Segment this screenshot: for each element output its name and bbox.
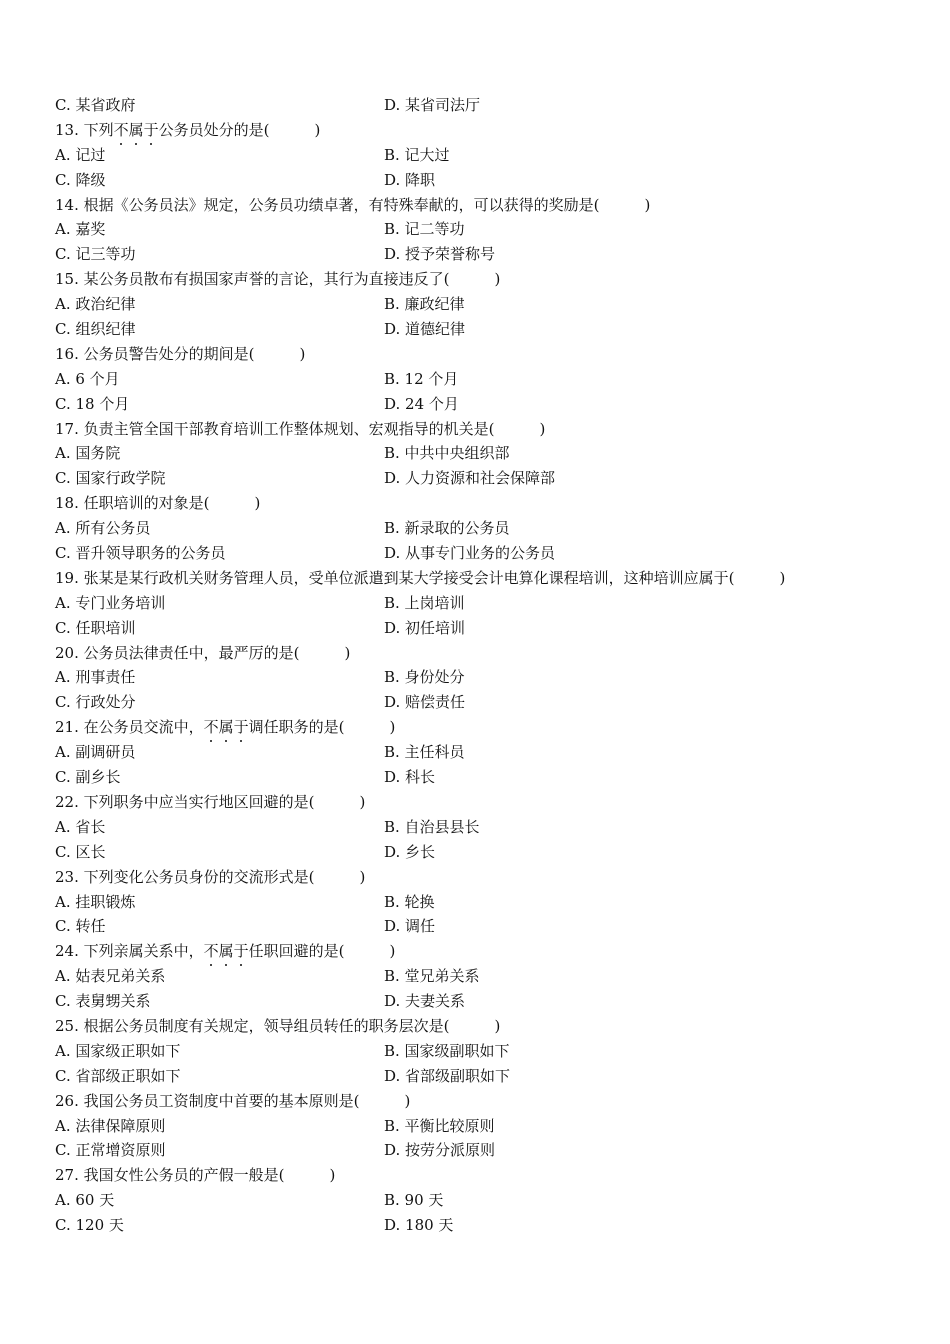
question-text: 14. 根据《公务员法》规定，公务员功绩卓著，有特殊奉献的，可以获得的奖励是( ) bbox=[55, 195, 651, 214]
question-stem bbox=[55, 118, 915, 143]
option-right: D. 从事专门业务的公务员 bbox=[384, 544, 556, 563]
question-text: 22. 下列职务中应当实行地区回避的是( ) bbox=[55, 792, 366, 811]
option-row bbox=[55, 616, 915, 641]
emphasis-char: 于 bbox=[234, 715, 249, 740]
option-right: D. 按劳分派原则 bbox=[384, 1141, 496, 1160]
emphasis-char: 属 bbox=[219, 939, 234, 964]
option-left: A. 国家级正职如下 bbox=[55, 1041, 181, 1060]
emphasis-char: 于 bbox=[234, 939, 249, 964]
option-right: B. 记大过 bbox=[384, 145, 450, 164]
option-left: A. 副调研员 bbox=[55, 743, 136, 762]
question-stem bbox=[55, 491, 915, 516]
option-left: A. 政治纪律 bbox=[55, 295, 136, 314]
emphasis-text bbox=[204, 942, 249, 960]
option-left: A. 6 个月 bbox=[55, 369, 120, 388]
option-right: B. 上岗培训 bbox=[384, 593, 465, 612]
option-right: B. 12 个月 bbox=[384, 369, 459, 388]
option-left: C. 降级 bbox=[55, 170, 106, 189]
option-row bbox=[55, 317, 915, 342]
option-row bbox=[55, 1064, 915, 1089]
question-stem bbox=[55, 267, 915, 292]
option-left: A. 国务院 bbox=[55, 444, 121, 463]
option-right: D. 夫妻关系 bbox=[384, 992, 466, 1011]
option-left: C. 行政处分 bbox=[55, 693, 136, 712]
option-right: B. 90 天 bbox=[384, 1191, 444, 1210]
emphasis-text bbox=[204, 718, 249, 736]
option-left: C. 区长 bbox=[55, 842, 106, 861]
option-left: C. 记三等功 bbox=[55, 245, 136, 264]
question-text: 17. 负责主管全国干部教育培训工作整体规划、宏观指导的机关是( ) bbox=[55, 419, 546, 438]
option-left: C. 省部级正职如下 bbox=[55, 1066, 181, 1085]
emphasis-char: 于 bbox=[144, 118, 159, 143]
question-stem bbox=[55, 865, 915, 890]
option-row bbox=[55, 1039, 915, 1064]
option-row bbox=[55, 143, 915, 168]
option-right: B. 轮换 bbox=[384, 892, 435, 911]
question-text: 25. 根据公务员制度有关规定，领导组员转任的职务层次是( ) bbox=[55, 1016, 501, 1035]
question-list bbox=[55, 93, 915, 1238]
option-right: B. 新录取的公务员 bbox=[384, 519, 510, 538]
option-right: B. 平衡比较原则 bbox=[384, 1116, 495, 1135]
option-left: A. 法律保障原则 bbox=[55, 1116, 166, 1135]
option-left: C. 某省政府 bbox=[55, 96, 136, 114]
question-text: 20. 公务员法律责任中，最严厉的是( ) bbox=[55, 643, 351, 662]
emphasis-char: 不 bbox=[204, 939, 219, 964]
emphasis-char: 不 bbox=[114, 118, 129, 143]
option-left: C. 120 天 bbox=[55, 1216, 124, 1235]
option-row bbox=[55, 1188, 915, 1213]
question-stem bbox=[55, 715, 915, 740]
option-row bbox=[55, 392, 915, 417]
option-left: A. 挂职锻炼 bbox=[55, 892, 136, 911]
option-left: A. 所有公务员 bbox=[55, 519, 151, 538]
emphasis-text bbox=[114, 121, 159, 139]
option-left: A. 专门业务培训 bbox=[55, 593, 166, 612]
option-left: A. 嘉奖 bbox=[55, 220, 106, 239]
question-text-tail: 公务员处分的是( ) bbox=[158, 120, 321, 139]
option-right: B. 主任科员 bbox=[384, 743, 465, 762]
option-right: D. 人力资源和社会保障部 bbox=[384, 469, 556, 488]
option-row bbox=[55, 516, 915, 541]
question-stem bbox=[55, 342, 915, 367]
option-row bbox=[55, 441, 915, 466]
option-row bbox=[55, 964, 915, 989]
question-text: 16. 公务员警告处分的期间是( ) bbox=[55, 344, 306, 363]
emphasis-char: 属 bbox=[219, 715, 234, 740]
option-right: B. 中共中央组织部 bbox=[384, 444, 510, 463]
emphasis-char: 属 bbox=[129, 118, 144, 143]
option-row bbox=[55, 740, 915, 765]
option-row bbox=[55, 765, 915, 790]
option-row bbox=[55, 1138, 915, 1163]
option-right: B. 记二等功 bbox=[384, 220, 465, 239]
question-stem bbox=[55, 641, 915, 666]
option-row bbox=[55, 217, 915, 242]
option-left: A. 记过 bbox=[55, 145, 106, 164]
question-text: 18. 任职培训的对象是( ) bbox=[55, 494, 261, 513]
option-right: B. 堂兄弟关系 bbox=[384, 967, 480, 986]
option-row bbox=[55, 466, 915, 491]
question-stem bbox=[55, 417, 915, 442]
option-right: D. 省部级副职如下 bbox=[384, 1066, 511, 1085]
question-text: 19. 张某是某行政机关财务管理人员，受单位派遣到某大学接受会计电算化课程培训，这种培训应属于( ) bbox=[55, 568, 786, 587]
option-left: C. 晋升领导职务的公务员 bbox=[55, 544, 226, 563]
option-row bbox=[55, 168, 915, 193]
option-row bbox=[55, 591, 915, 616]
option-row bbox=[55, 989, 915, 1014]
option-right: B. 国家级副职如下 bbox=[384, 1041, 510, 1060]
option-row bbox=[55, 890, 915, 915]
option-left: C. 组织纪律 bbox=[55, 320, 136, 339]
question-text-tail: 调任职务的是( ) bbox=[248, 718, 396, 737]
option-right: D. 授予荣誉称号 bbox=[384, 245, 496, 264]
question-text: 24. 下列亲属关系中， bbox=[55, 942, 204, 961]
question-stem bbox=[55, 193, 915, 218]
option-right: D. 乡长 bbox=[384, 842, 436, 861]
option-right: D. 科长 bbox=[384, 768, 436, 787]
option-row bbox=[55, 690, 915, 715]
question-stem bbox=[55, 790, 915, 815]
question-text: 26. 我国公务员工资制度中首要的基本原则是( ) bbox=[55, 1091, 411, 1110]
option-row bbox=[55, 367, 915, 392]
option-row bbox=[55, 815, 915, 840]
option-row bbox=[55, 1213, 915, 1238]
option-right: B. 廉政纪律 bbox=[384, 295, 465, 314]
question-text-tail: 任职回避的是( ) bbox=[248, 942, 396, 961]
question-text: 15. 某公务员散布有损国家声誉的言论，其行为直接违反了( ) bbox=[55, 270, 501, 289]
option-left: C. 表舅甥关系 bbox=[55, 992, 151, 1011]
option-left: C. 转任 bbox=[55, 917, 106, 936]
question-stem bbox=[55, 939, 915, 964]
option-right: B. 自治县县长 bbox=[384, 817, 480, 836]
option-right: D. 降职 bbox=[384, 170, 436, 189]
question-stem bbox=[55, 566, 915, 591]
option-right: B. 身份处分 bbox=[384, 668, 465, 687]
option-left: A. 60 天 bbox=[55, 1191, 115, 1210]
question-text: 13. 下列 bbox=[55, 120, 114, 139]
option-right: D. 道德纪律 bbox=[384, 320, 466, 339]
option-row bbox=[55, 665, 915, 690]
question-text: 27. 我国女性公务员的产假一般是( ) bbox=[55, 1166, 336, 1185]
option-right: D. 24 个月 bbox=[384, 394, 459, 413]
option-left: C. 18 个月 bbox=[55, 394, 130, 413]
option-row bbox=[55, 840, 915, 865]
option-left: C. 任职培训 bbox=[55, 618, 136, 637]
option-left: C. 正常增资原则 bbox=[55, 1141, 166, 1160]
option-row bbox=[55, 93, 915, 118]
option-right: D. 调任 bbox=[384, 917, 436, 936]
option-left: A. 姑表兄弟关系 bbox=[55, 967, 166, 986]
option-right: D. 180 天 bbox=[384, 1216, 454, 1235]
option-row bbox=[55, 292, 915, 317]
question-text: 21. 在公务员交流中， bbox=[55, 718, 204, 737]
question-stem bbox=[55, 1089, 915, 1114]
emphasis-char: 不 bbox=[204, 715, 219, 740]
option-row bbox=[55, 914, 915, 939]
option-left: A. 省长 bbox=[55, 817, 106, 836]
option-right: D. 赔偿责任 bbox=[384, 693, 466, 712]
option-row bbox=[55, 1114, 915, 1139]
option-left: A. 刑事责任 bbox=[55, 668, 136, 687]
option-right: D. 初任培训 bbox=[384, 618, 466, 637]
question-stem bbox=[55, 1163, 915, 1188]
option-row bbox=[55, 242, 915, 267]
question-text: 23. 下列变化公务员身份的交流形式是( ) bbox=[55, 867, 366, 886]
option-left: C. 国家行政学院 bbox=[55, 469, 166, 488]
option-row bbox=[55, 541, 915, 566]
question-stem bbox=[55, 1014, 915, 1039]
option-left: C. 副乡长 bbox=[55, 768, 121, 787]
option-right: D. 某省司法厅 bbox=[384, 96, 481, 114]
